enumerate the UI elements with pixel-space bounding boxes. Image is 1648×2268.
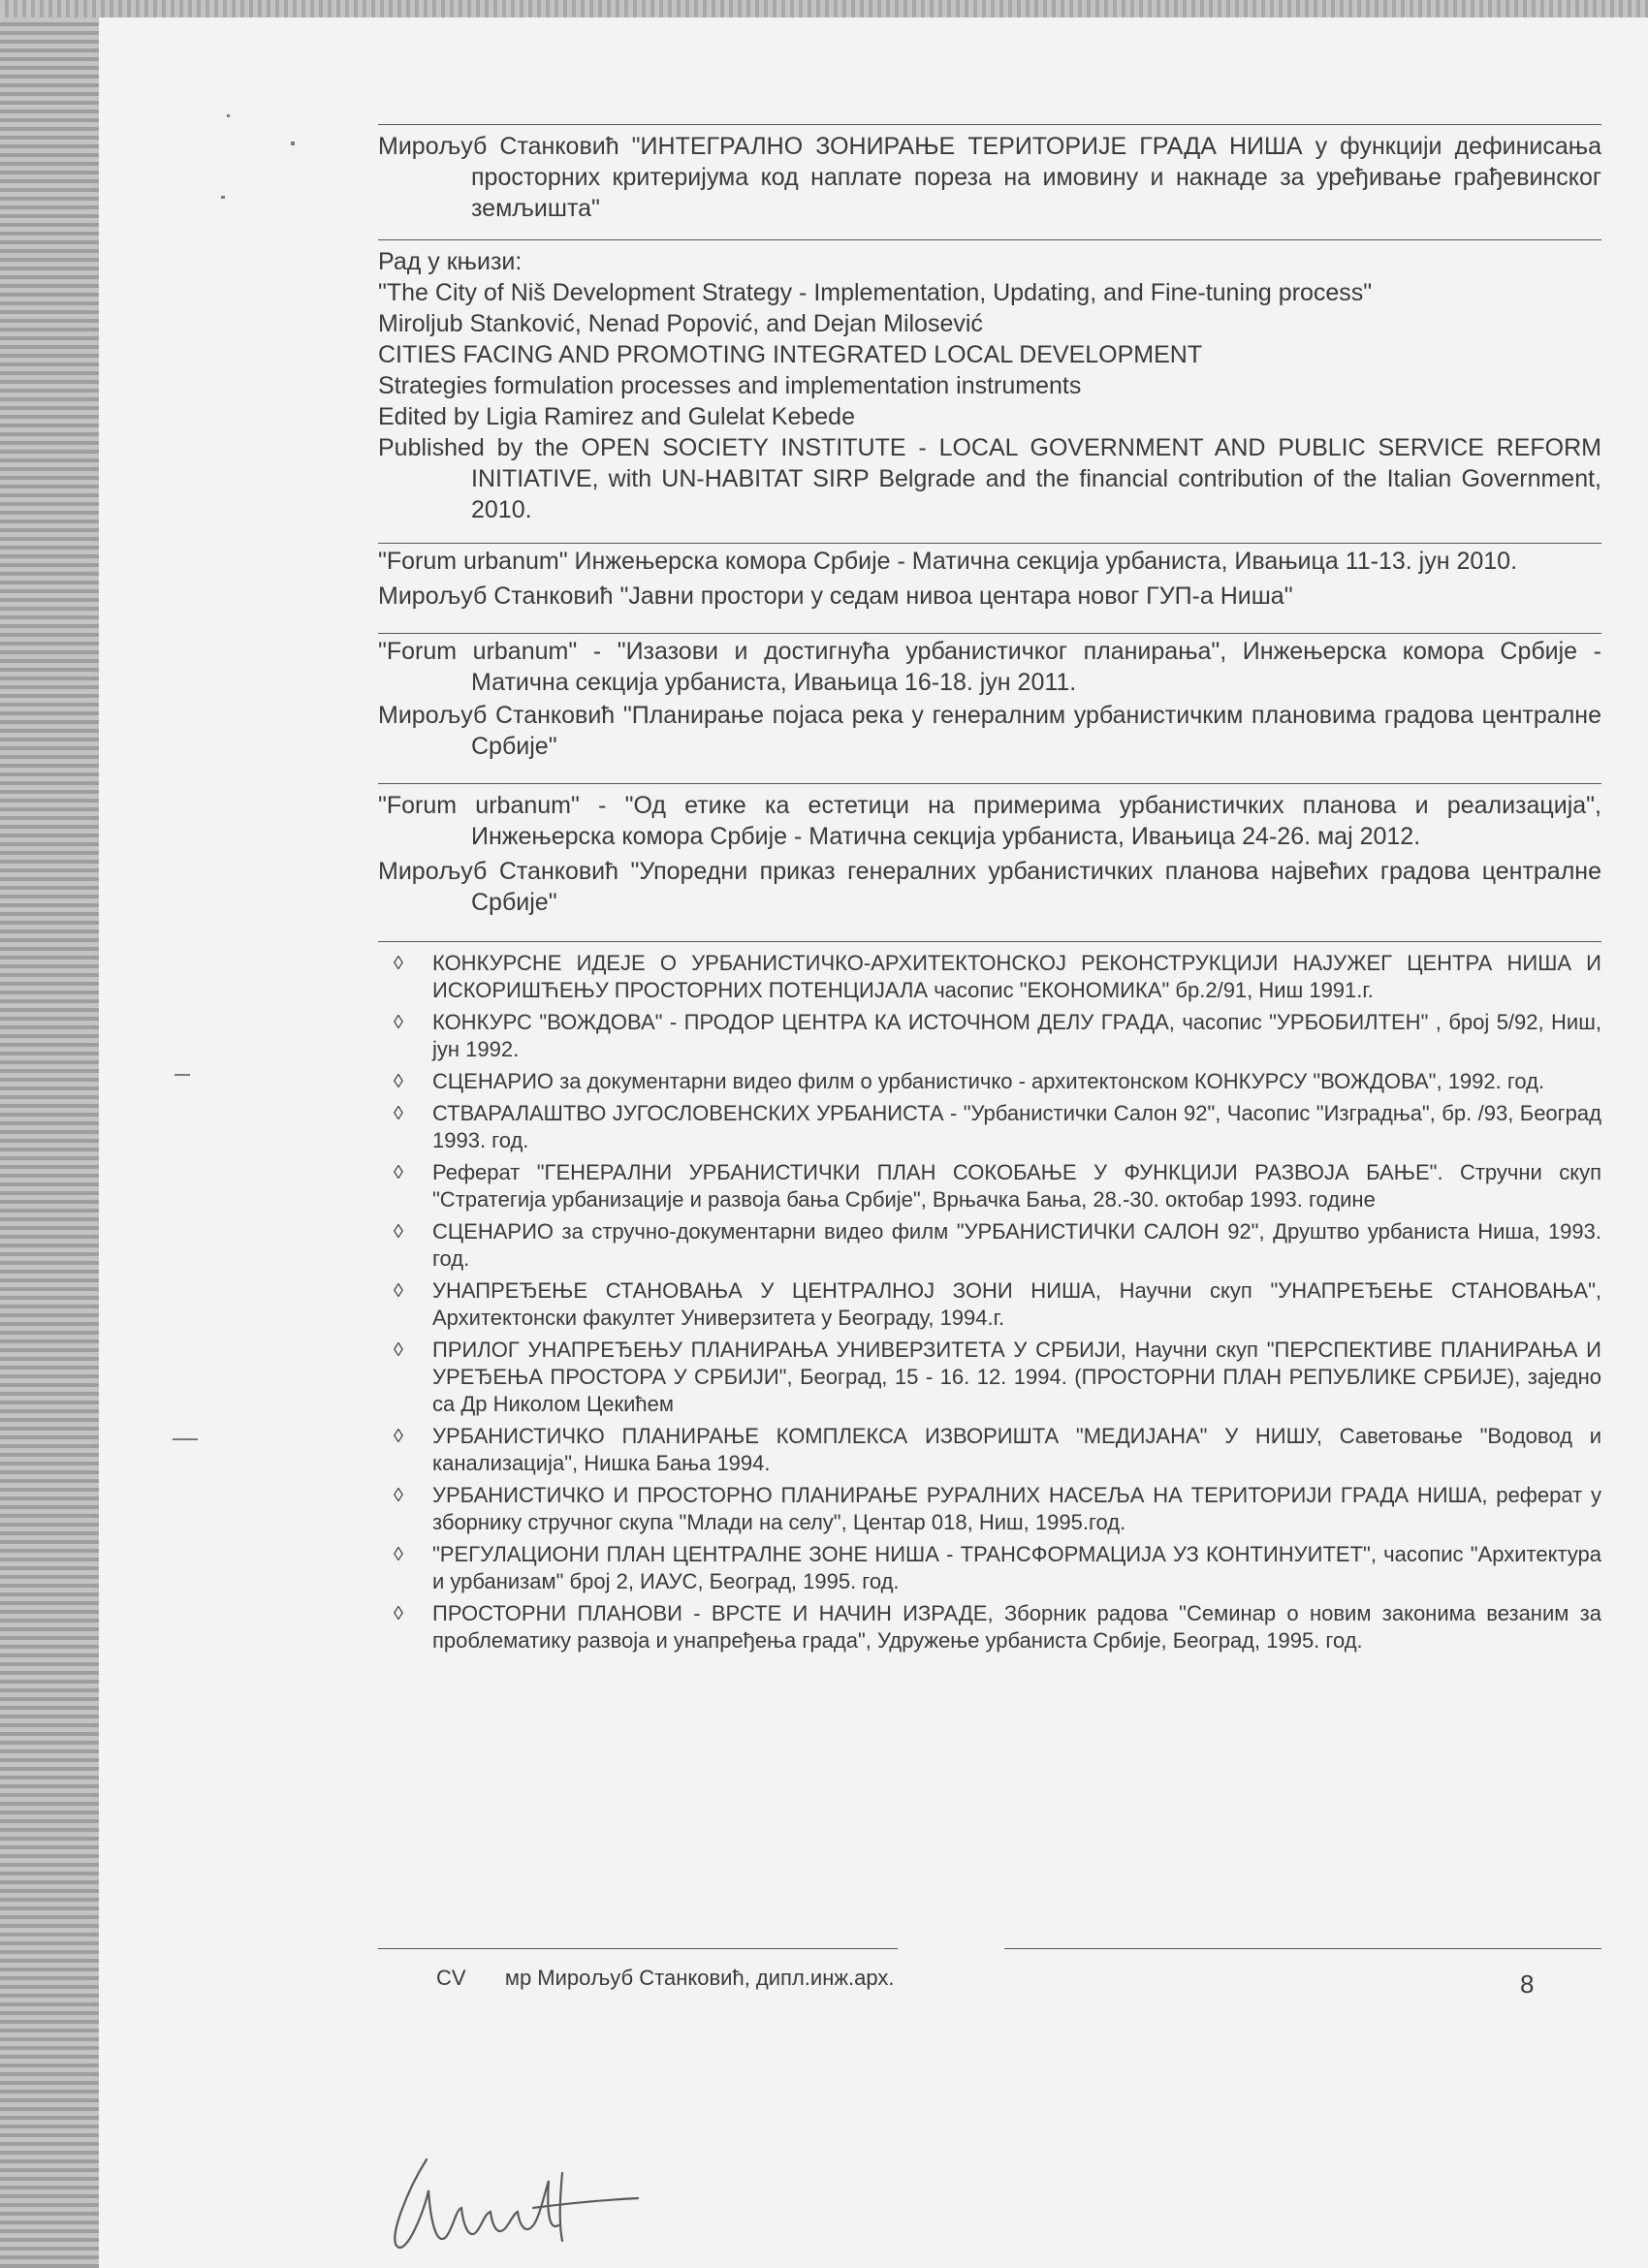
entry-forum-2011-paper: Мирољуб Станковић "Планирање појаса река у генералним урбанистичким плановима градова централне Србије"	[378, 702, 1601, 760]
list-item	[378, 1068, 1601, 1095]
entry-forum-2012	[378, 790, 1601, 918]
diamond-bullet-icon: ◊	[394, 1544, 403, 1565]
entry-book-publisher: Published by the OPEN SOCIETY INSTITUTE - LOCAL GOVERNMENT AND PUBLIC SERVICE REFORM INITIATIVE, with UN-HABITAT SIRP Belgrade and the financial contribution of the Italian Government, 2010.	[378, 434, 1601, 523]
entry-forum-2011-event: "Forum urbanum" - "Изазови и достигнућа урбанистичког планирања", Инжењерска комора Србије - Матична секција урбаниста, Ивањица 16-18. јун 2011.	[378, 638, 1601, 696]
diamond-bullet-icon: ◊	[394, 1485, 403, 1506]
entry-book-subtitle: Strategies formulation processes and implementation instruments	[378, 372, 1082, 399]
publication-list	[378, 950, 1601, 1654]
diamond-bullet-icon: ◊	[394, 1103, 403, 1124]
scan-speck	[291, 142, 295, 145]
separator-rule	[378, 239, 1601, 240]
diamond-bullet-icon: ◊	[394, 1339, 403, 1361]
separator-rule	[378, 633, 1601, 634]
list-item-text: Реферат "ГЕНЕРАЛНИ УРБАНИСТИЧКИ ПЛАН СОКОБАЊЕ У ФУНКЦИЈИ РАЗВОЈА БАЊЕ". Стручни скуп "Стратегија урбанизације и развоја бања Србије", Врњачка Бања, 28.-30. октобар 1993. године	[432, 1160, 1601, 1212]
list-item-text: УНАПРЕЂЕЊЕ СТАНОВАЊА У ЦЕНТРАЛНОЈ ЗОНИ НИША, Научни скуп "УНАПРЕЂЕЊЕ СТАНОВАЊА", Архитектонски факултет Универзитета у Београду, 1994.г.	[432, 1278, 1601, 1330]
list-item	[378, 1337, 1601, 1418]
entry-book-title: "The City of Niš Development Strategy - Implementation, Updating, and Fine-tuning process"	[378, 279, 1373, 306]
list-item	[378, 1009, 1601, 1063]
cv-content	[378, 124, 1601, 1659]
handwritten-signature	[368, 2132, 650, 2268]
scan-speck	[174, 1074, 190, 1076]
diamond-bullet-icon: ◊	[394, 1603, 403, 1624]
scan-speck	[227, 114, 230, 117]
separator-rule	[378, 783, 1601, 784]
list-item-text: КОНКУРС "ВОЖДОВА" - ПРОДОР ЦЕНТРА КА ИСТОЧНОМ ДЕЛУ ГРАДА, часопис "УРБОБИЛТЕН" , број 5/92, Ниш, јун 1992.	[432, 1010, 1601, 1061]
list-item	[378, 1159, 1601, 1213]
list-item-text: ПРОСТОРНИ ПЛАНОВИ - ВРСТЕ И НАЧИН ИЗРАДЕ, Зборник радова "Семинар о новим законима везаним за проблематику развоја и унапређења града", Удружење урбаниста Србије, Београд, 1995. год.	[432, 1601, 1601, 1653]
entry-forum-2012-paper: Мирољуб Станковић "Упоредни приказ генералних урбанистичких планова највећих градова централне Србије"	[378, 858, 1601, 916]
list-item-text: СТВАРАЛАШТВО ЈУГОСЛОВЕНСКИХ УРБАНИСТА - "Урбанистички Салон 92", Часопис "Изградња", бр. /93, Београд 1993. год.	[432, 1101, 1601, 1152]
separator-rule	[378, 124, 1601, 125]
entry-book-editors: Edited by Ligia Ramirez and Gulelat Kebede	[378, 403, 855, 430]
separator-rule	[378, 941, 1601, 942]
list-item-text: КОНКУРСНЕ ИДЕЈЕ О УРБАНИСТИЧКО-АРХИТЕКТОНСКОЈ РЕКОНСТРУКЦИЈИ НАЈУЖЕГ ЦЕНТРА НИША И ИСКОРИШЋЕЊУ ПРОСТОРНИХ ПОТЕНЦИЈАЛА часопис "ЕКОНОМИКА" бр.2/91, Ниш 1991.г.	[432, 951, 1601, 1002]
diamond-bullet-icon: ◊	[394, 953, 403, 974]
diamond-bullet-icon: ◊	[394, 1221, 403, 1243]
diamond-bullet-icon: ◊	[394, 1280, 403, 1302]
list-item-text: ПРИЛОГ УНАПРЕЂЕЊУ ПЛАНИРАЊА УНИВЕРЗИТЕТА У СРБИЈИ, Научни скуп "ПЕРСПЕКТИВЕ ПЛАНИРАЊА И УРЕЂЕЊА ПРОСТОРА У СРБИЈИ", Београд, 15 - 16. 12. 1994. (ПРОСТОРНИ ПЛАН РЕПУБЛИКЕ СРБИЈЕ), заједно са Др Николом Цекићем	[432, 1338, 1601, 1416]
footer-rule-left	[378, 1948, 898, 1949]
list-item-text: СЦЕНАРИО за стручно-документарни видео филм "УРБАНИСТИЧКИ САЛОН 92", Друштво урбаниста Ниша, 1993. год.	[432, 1219, 1601, 1271]
footer-cv-label: CV	[436, 1966, 466, 1990]
scanner-edge-left	[0, 0, 99, 2268]
entry-forum-2012-event: "Forum urbanum" - "Од етике ка естетици на примерима урбанистичких планова и реализација", Инжењерска комора Србије - Матична секција урбаниста, Ивањица 24-26. мај 2012.	[378, 792, 1601, 850]
list-item-text: УРБАНИСТИЧКО И ПРОСТОРНО ПЛАНИРАЊЕ РУРАЛНИХ НАСЕЉА НА ТЕРИТОРИЈИ ГРАДА НИША, реферат у зборнику стручног скупа "Млади на селу", Центар 018, Ниш, 1995.год.	[432, 1483, 1601, 1534]
entry-forum-2010	[378, 546, 1601, 612]
list-item	[378, 1277, 1601, 1332]
scan-speck	[221, 196, 225, 199]
list-item	[378, 1218, 1601, 1273]
entry-book-heading: Рад у књизи:	[378, 248, 523, 275]
footer-author-line	[436, 1966, 895, 1991]
list-item	[378, 1423, 1601, 1477]
entry-book-authors: Miroljub Stanković, Nenad Popović, and Dejan Milosević	[378, 310, 983, 337]
diamond-bullet-icon: ◊	[394, 1162, 403, 1183]
list-item	[378, 1541, 1601, 1595]
diamond-bullet-icon: ◊	[394, 1012, 403, 1033]
diamond-bullet-icon: ◊	[394, 1426, 403, 1447]
entry-zoning: Мирољуб Станковић "ИНТЕГРАЛНО ЗОНИРАЊЕ ТЕРИТОРИЈЕ ГРАДА НИША у функцији дефинисања просторних критеријума код наплате пореза на имовину и накнаде за уређивање грађевинског земљишта"	[378, 133, 1601, 222]
entry-forum-2011	[378, 636, 1601, 762]
separator-rule	[378, 543, 1601, 544]
list-item	[378, 950, 1601, 1004]
footer-author: мр Мирољуб Станковић, дипл.инж.арх.	[504, 1966, 895, 1990]
list-item-text: УРБАНИСТИЧКО ПЛАНИРАЊЕ КОМПЛЕКСА ИЗВОРИШТА "МЕДИЈАНА" У НИШУ, Саветовање "Водовод и канализација", Нишка Бања 1994.	[432, 1424, 1601, 1475]
page-number: 8	[1520, 1969, 1535, 1999]
diamond-bullet-icon: ◊	[394, 1071, 403, 1092]
list-item	[378, 1600, 1601, 1654]
footer-rule-right	[1004, 1948, 1601, 1949]
list-item-text: "РЕГУЛАЦИОНИ ПЛАН ЦЕНТРАЛНЕ ЗОНЕ НИША - ТРАНСФОРМАЦИЈА УЗ КОНТИНУИТЕТ", часопис "Архитектура и урбанизам" број 2, ИАУС, Београд, 1995. год.	[432, 1542, 1601, 1593]
entry-book-chapter	[378, 246, 1601, 525]
list-item-text: СЦЕНАРИО за документарни видео филм о урбанистичко - архитектонском КОНКУРСУ "ВОЖДОВА", 1992. год.	[432, 1069, 1545, 1093]
entry-forum-2010-event: "Forum urbanum" Инжењерска комора Србије - Матична секција урбаниста, Ивањица 11-13. јун 2010.	[378, 548, 1518, 575]
scan-speck	[173, 1438, 198, 1440]
entry-book-name: CITIES FACING AND PROMOTING INTEGRATED LOCAL DEVELOPMENT	[378, 341, 1203, 368]
list-item	[378, 1100, 1601, 1154]
scanner-edge-top	[0, 0, 1648, 17]
list-item	[378, 1482, 1601, 1536]
entry-forum-2010-paper: Мирољуб Станковић "Јавни простори у седам нивоа центара новог ГУП-а Ниша"	[378, 583, 1293, 610]
